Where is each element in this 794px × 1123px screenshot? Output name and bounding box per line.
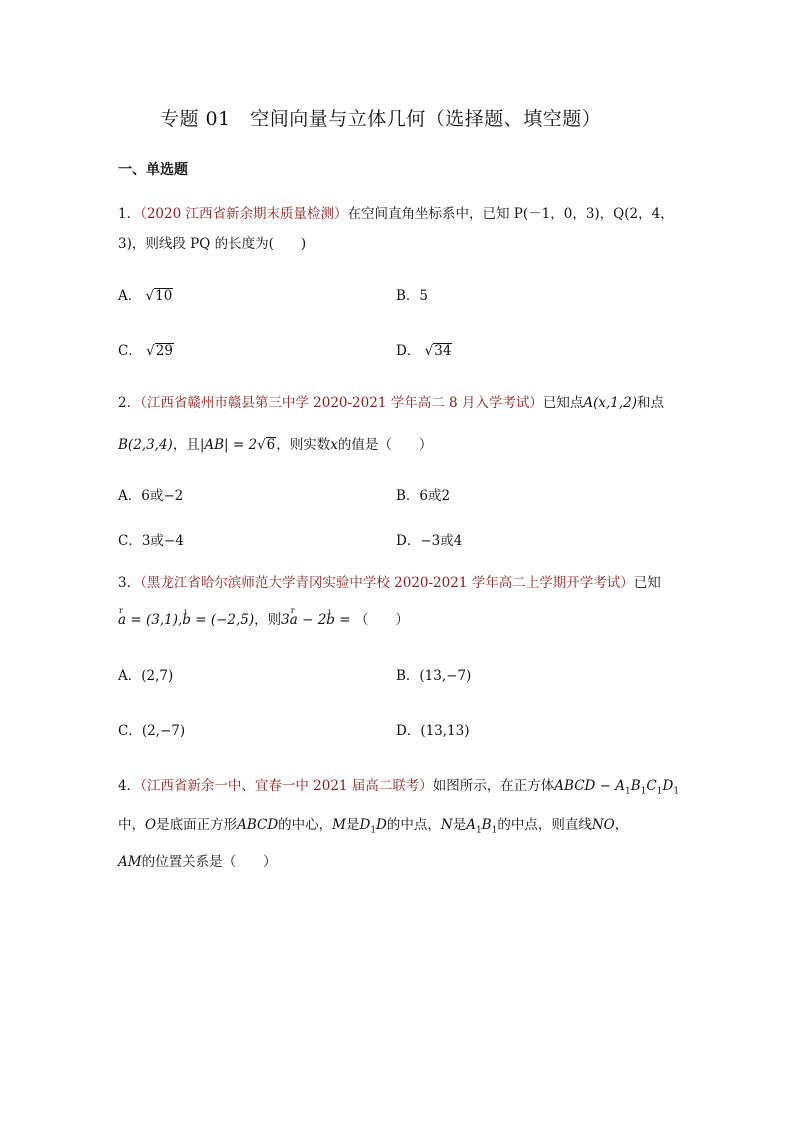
question-2-option-b: B．6或2 — [396, 488, 451, 504]
question-1-text: 在空间直角坐标系中，已知 P(－1，0，3)，Q(2，4， — [347, 206, 674, 222]
question-2-option-a: A．6或−2 — [118, 488, 184, 504]
question-1-option-b: B．5 — [396, 288, 429, 304]
question-2-option-d: D．−3或4 — [396, 533, 463, 549]
question-4-line-2: 中，O是底面正方形ABCD的中心，M是$D_1D$的中点，N是$A_1B_1$的中点，则直线NO， — [118, 817, 629, 836]
question-4-line-1: 4．（江西省新余一中、宜春一中 2021 届高二联考）如图所示，在正方体ABCD − $A_1B_1C_1D_1$ — [118, 778, 680, 797]
question-2-option-c: C．3或−4 — [118, 533, 184, 549]
question-3-option-d: D．(13,13) — [396, 723, 470, 739]
question-2-line-1: 2．（江西省赣州市赣县第三中学 2020-2021 学年高二 8 月入学考试）已知点A(x,1,2)和点 — [118, 395, 665, 411]
question-1-option-c: C． √29 — [118, 343, 173, 359]
question-1-option-a: A． √10 — [118, 288, 173, 304]
question-3-option-c: C．(2,−7) — [118, 723, 186, 739]
question-1-option-d: D． √34 — [396, 343, 452, 359]
question-1-line-2: 3)，则线段 PQ 的长度为( ) — [118, 236, 307, 252]
question-3-source: （黑龙江省哈尔滨师范大学青冈实验中学校 2020-2021 学年高二上学期开学考试） — [140, 575, 634, 591]
question-2-line-2: B(2,3,4)，且|AB| = 2√6，则实数x的值是（ ） — [118, 437, 433, 453]
question-4-source: （江西省新余一中、宜春一中 2021 届高二联考） — [140, 778, 433, 794]
sqrt-10: 10 — [155, 288, 173, 304]
question-3-option-a: A．(2,7) — [118, 668, 174, 684]
sqrt-34: 34 — [434, 343, 452, 359]
question-4-line-3: AM的位置关系是（ ） — [118, 854, 277, 870]
question-1-source: （2020 江西省新余期末质量检测） — [140, 206, 348, 222]
question-3-option-b: B．(13,−7) — [396, 668, 472, 684]
question-1-number: 1． — [118, 206, 141, 222]
question-3-line-1: 3．（黑龙江省哈尔滨师范大学青冈实验中学校 2020-2021 学年高二上学期开学考试）已知 — [118, 575, 661, 591]
question-3-line-2: r a = (3,1),ι b = (−2,5)，则3r a − 2ι b = （ ） — [118, 610, 409, 630]
section-heading: 一、单选题 — [118, 162, 188, 178]
question-2-source: （江西省赣州市赣县第三中学 2020-2021 学年高二 8 月入学考试） — [140, 395, 543, 411]
page-title: 专题 01 空间向量与立体几何（选择题、填空题） — [160, 108, 602, 130]
sqrt-29: 29 — [155, 343, 173, 359]
question-1-line-1 — [118, 204, 674, 224]
